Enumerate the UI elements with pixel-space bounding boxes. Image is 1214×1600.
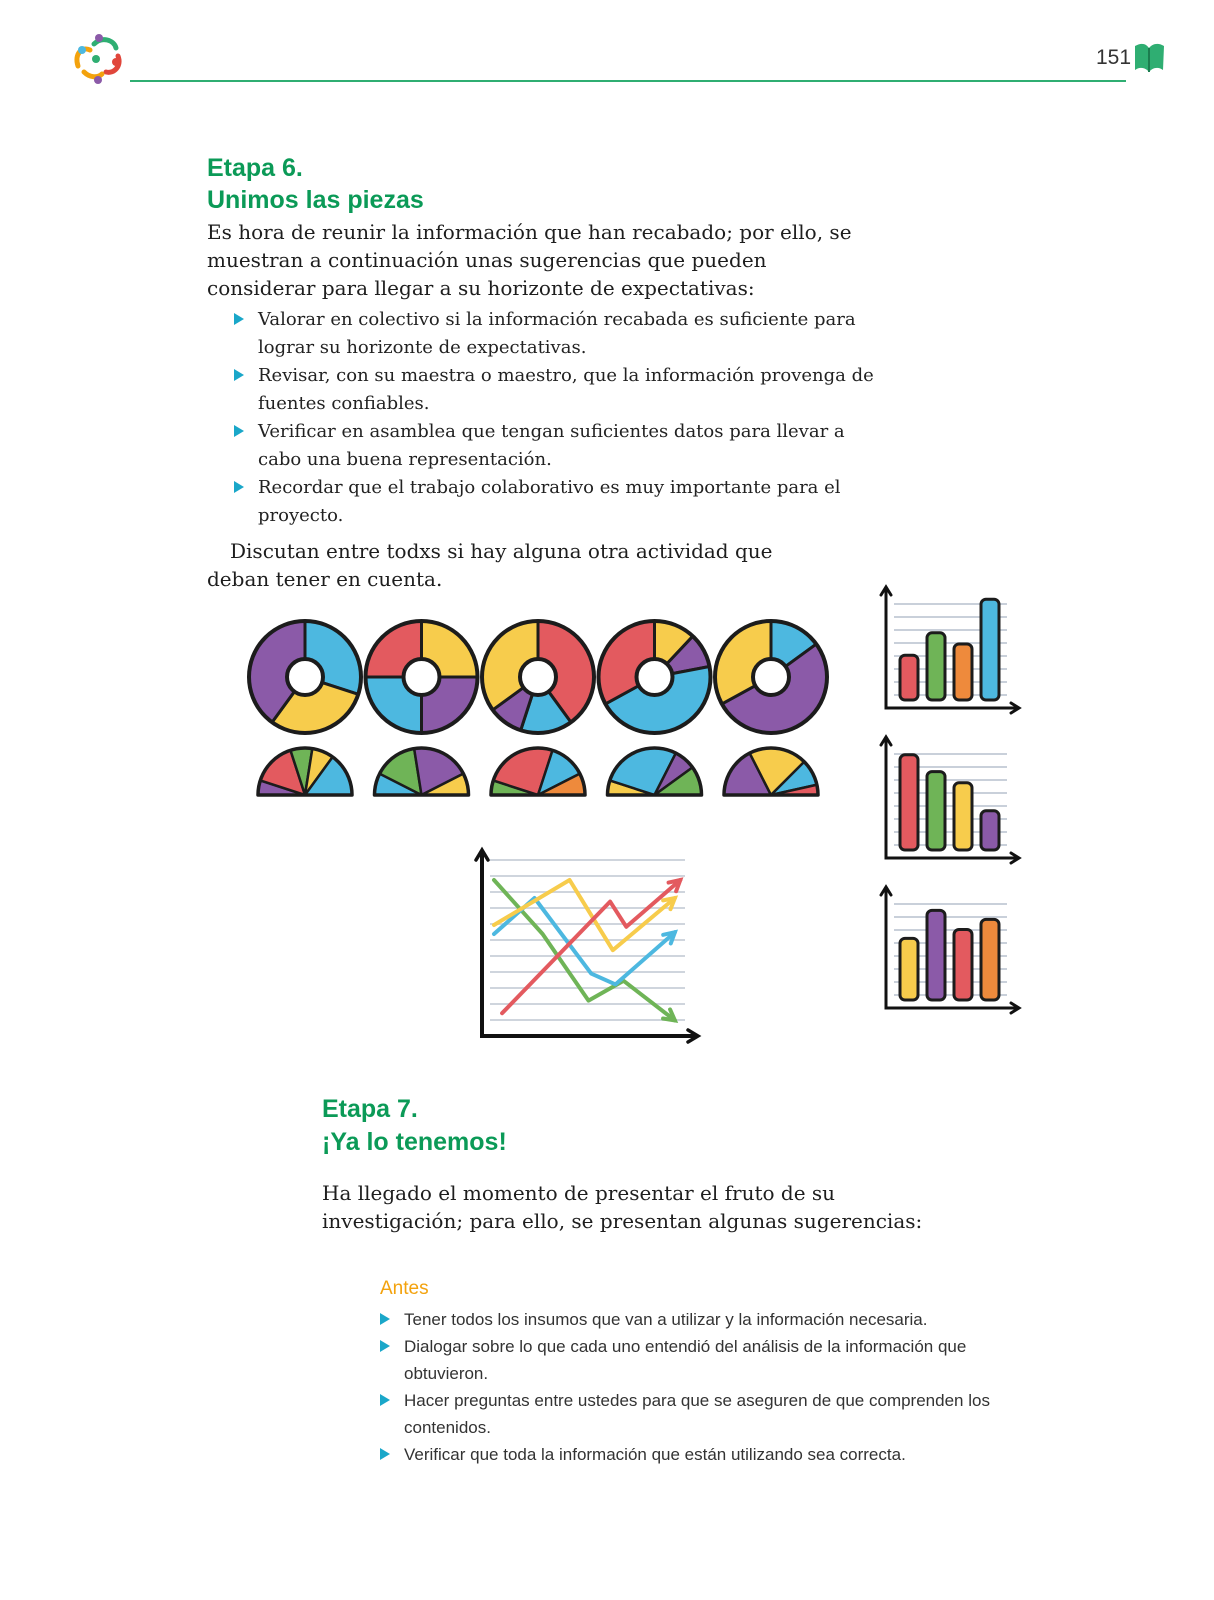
bar xyxy=(927,772,945,850)
page-number: 151 xyxy=(1096,46,1132,69)
stage6-discussion: Discutan entre todxs si hay alguna otra actividad que deban tener en cuenta. xyxy=(207,539,773,591)
stage7-subtitle: ¡Ya lo tenemos! xyxy=(322,1128,507,1156)
donut-hole xyxy=(287,659,323,695)
donut-hole xyxy=(637,659,673,695)
list-item: Verificar que toda la información que están utilizando sea correcta. xyxy=(378,1441,998,1468)
list-item: Valorar en colectivo si la información recabada es suficiente para lograr su horizonte de expectativas. xyxy=(232,306,892,362)
header-rule xyxy=(130,80,1126,82)
list-item: Hacer preguntas entre ustedes para que se aseguren de que comprenden los contenidos. xyxy=(378,1387,998,1441)
bar xyxy=(954,783,972,850)
bullet-triangle-icon xyxy=(234,313,244,325)
stage7-bullet-list xyxy=(378,1306,998,1468)
green-book-icon xyxy=(1132,40,1166,76)
bar xyxy=(927,633,945,700)
bar xyxy=(981,811,999,850)
bar xyxy=(900,655,918,700)
stage6-title: Etapa 6. xyxy=(207,154,303,182)
bar-charts-illustration xyxy=(872,580,1032,1020)
bullet-triangle-icon xyxy=(380,1394,390,1406)
stage6-intro: Es hora de reunir la información que han recabado; por ello, se muestran a continuación unas sugerencias que pueden considerar para llegar a su horizonte de expectativas: xyxy=(207,220,852,300)
bar xyxy=(900,755,918,850)
bar xyxy=(927,910,945,1000)
semicircle-charts-illustration xyxy=(240,745,830,803)
list-item: Recordar que el trabajo colaborativo es muy importante para el proyecto. xyxy=(232,474,892,530)
bullet-triangle-icon xyxy=(380,1340,390,1352)
bar xyxy=(981,919,999,1000)
bar xyxy=(900,938,918,1000)
bullet-triangle-icon xyxy=(380,1313,390,1325)
stage7-intro: Ha llegado el momento de presentar el fruto de su investigación; para ello, se presentan algunas sugerencias: xyxy=(322,1181,923,1233)
list-item: Tener todos los insumos que van a utilizar y la información necesaria. xyxy=(378,1306,998,1333)
stage6-bullet-list xyxy=(232,306,892,530)
donut-charts-illustration xyxy=(240,615,830,740)
bar xyxy=(981,599,999,700)
donut-hole xyxy=(404,659,440,695)
bar xyxy=(954,644,972,700)
stage6-subtitle: Unimos las piezas xyxy=(207,186,424,214)
bar xyxy=(954,929,972,1000)
bullet-triangle-icon xyxy=(234,425,244,437)
bullet-triangle-icon xyxy=(234,369,244,381)
stage7-title: Etapa 7. xyxy=(322,1095,418,1123)
donut-hole xyxy=(753,659,789,695)
bullet-triangle-icon xyxy=(380,1448,390,1460)
antes-label: Antes xyxy=(380,1278,429,1299)
list-item: Dialogar sobre lo que cada uno entendió del análisis de la información que obtuvieron. xyxy=(378,1333,998,1387)
line-chart-illustration xyxy=(470,840,710,1050)
bullet-triangle-icon xyxy=(234,481,244,493)
list-item: Revisar, con su maestra o maestro, que la información provenga de fuentes confiables. xyxy=(232,362,892,418)
list-item: Verificar en asamblea que tengan suficientes datos para llevar a cabo una buena representación. xyxy=(232,418,892,474)
line-series xyxy=(502,880,680,1013)
people-circle-logo-icon xyxy=(72,32,126,84)
donut-hole xyxy=(520,659,556,695)
